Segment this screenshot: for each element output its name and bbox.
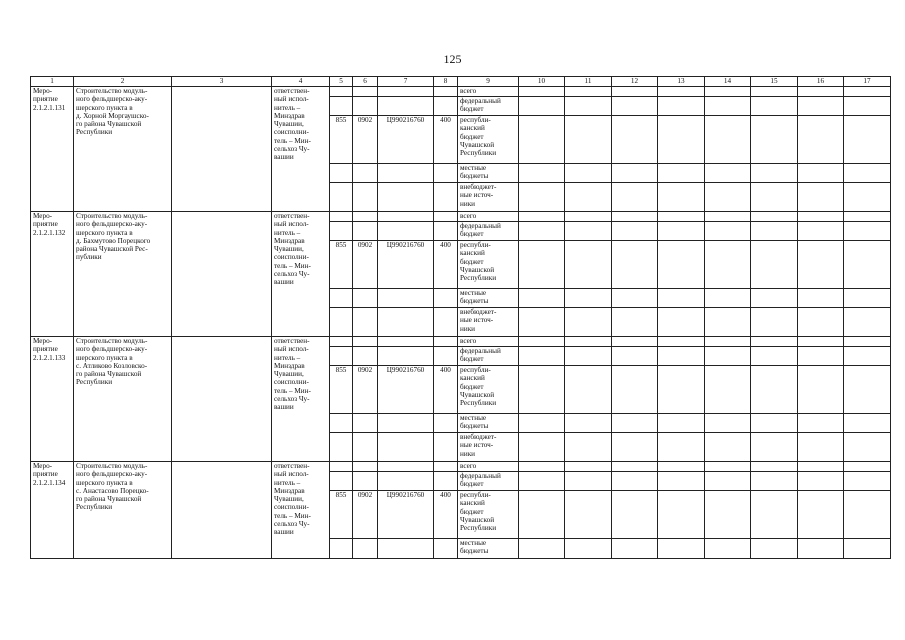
year-value-cell: [798, 491, 844, 539]
code-empty-cell: [378, 472, 434, 491]
code-vr: 400: [434, 491, 458, 539]
column-number-9: 9: [458, 77, 519, 87]
year-value-cell: [705, 414, 751, 433]
year-value-cell: [798, 164, 844, 183]
year-value-cell: [751, 116, 798, 164]
column-number-5: 5: [330, 77, 353, 87]
code-empty-cell: [353, 222, 378, 241]
year-value-cell: [519, 366, 565, 414]
code-empty-cell: [378, 164, 434, 183]
funding-source-local: местные бюджеты: [458, 164, 519, 183]
year-value-cell: [658, 472, 705, 491]
year-value-cell: [658, 347, 705, 366]
year-value-cell: [705, 183, 751, 212]
code-csr: Ц990216760: [378, 366, 434, 414]
code-empty-cell: [353, 212, 378, 222]
table-row: [31, 87, 891, 97]
page-number: 125: [443, 52, 462, 66]
year-value-cell: [612, 462, 658, 472]
year-value-cell: [519, 87, 565, 97]
code-empty-cell: [353, 164, 378, 183]
code-empty-cell: [353, 183, 378, 212]
year-value-cell: [658, 241, 705, 289]
column-number-11: 11: [565, 77, 612, 87]
code-rzpr: 0902: [353, 366, 378, 414]
code-empty-cell: [434, 472, 458, 491]
table-row: [31, 212, 891, 222]
code-empty-cell: [330, 308, 353, 337]
executor-cell: ответствен- ный испол- нитель – Минздрав Чувашии, соисполни- тель – Мин- сельхоз Чу- вашии: [272, 337, 330, 462]
year-value-cell: [612, 337, 658, 347]
year-value-cell: [751, 462, 798, 472]
code-empty-cell: [353, 433, 378, 462]
code-empty-cell: [434, 222, 458, 241]
column-number-14: 14: [705, 77, 751, 87]
year-value-cell: [705, 491, 751, 539]
year-value-cell: [519, 183, 565, 212]
code-empty-cell: [434, 337, 458, 347]
column-number-12: 12: [612, 77, 658, 87]
year-value-cell: [612, 222, 658, 241]
year-value-cell: [751, 289, 798, 308]
year-value-cell: [612, 183, 658, 212]
goal-cell: [172, 462, 272, 559]
year-value-cell: [798, 241, 844, 289]
funding-source-extra: внебюджет- ные источ- ники: [458, 308, 519, 337]
code-empty-cell: [330, 462, 353, 472]
year-value-cell: [612, 87, 658, 97]
year-value-cell: [565, 116, 612, 164]
year-value-cell: [751, 472, 798, 491]
code-empty-cell: [378, 539, 434, 559]
year-value-cell: [705, 366, 751, 414]
year-value-cell: [519, 164, 565, 183]
code-empty-cell: [353, 539, 378, 559]
code-empty-cell: [330, 347, 353, 366]
year-value-cell: [612, 491, 658, 539]
year-value-cell: [519, 116, 565, 164]
funding-source-local: местные бюджеты: [458, 289, 519, 308]
year-value-cell: [705, 241, 751, 289]
code-empty-cell: [434, 87, 458, 97]
funding-source-local: местные бюджеты: [458, 539, 519, 559]
code-empty-cell: [378, 212, 434, 222]
year-value-cell: [798, 337, 844, 347]
code-empty-cell: [434, 164, 458, 183]
year-value-cell: [519, 347, 565, 366]
year-value-cell: [798, 472, 844, 491]
code-grbs: 855: [330, 491, 353, 539]
code-empty-cell: [378, 97, 434, 116]
code-empty-cell: [330, 164, 353, 183]
funding-source-extra: внебюджет- ные источ- ники: [458, 183, 519, 212]
year-value-cell: [705, 337, 751, 347]
measure-code: Меро- приятие 2.1.2.1.131: [31, 87, 74, 212]
code-empty-cell: [353, 337, 378, 347]
code-empty-cell: [330, 212, 353, 222]
year-value-cell: [565, 433, 612, 462]
year-value-cell: [798, 183, 844, 212]
year-value-cell: [658, 366, 705, 414]
year-value-cell: [612, 289, 658, 308]
year-value-cell: [798, 433, 844, 462]
code-empty-cell: [353, 87, 378, 97]
funding-source-total: всего: [458, 87, 519, 97]
code-empty-cell: [378, 183, 434, 212]
year-value-cell: [751, 433, 798, 462]
code-empty-cell: [434, 347, 458, 366]
code-empty-cell: [353, 347, 378, 366]
year-value-cell: [565, 491, 612, 539]
year-value-cell: [798, 414, 844, 433]
code-empty-cell: [434, 183, 458, 212]
code-rzpr: 0902: [353, 116, 378, 164]
code-grbs: 855: [330, 241, 353, 289]
column-number-3: 3: [172, 77, 272, 87]
measure-code: Меро- приятие 2.1.2.1.133: [31, 337, 74, 462]
year-value-cell: [565, 97, 612, 116]
year-value-cell: [565, 308, 612, 337]
year-value-cell: [658, 87, 705, 97]
year-value-cell: [612, 241, 658, 289]
year-value-cell: [751, 241, 798, 289]
column-number-16: 16: [798, 77, 844, 87]
year-value-cell: [565, 414, 612, 433]
code-empty-cell: [353, 414, 378, 433]
code-grbs: 855: [330, 116, 353, 164]
funding-source-republic: республи- канский бюджет Чувашской Республики: [458, 491, 519, 539]
year-value-cell: [798, 539, 844, 559]
funding-source-republic: республи- канский бюджет Чувашской Республики: [458, 241, 519, 289]
executor-cell: ответствен- ный испол- нитель – Минздрав Чувашии, соисполни- тель – Мин- сельхоз Чу- вашии: [272, 87, 330, 212]
code-csr: Ц990216760: [378, 491, 434, 539]
code-empty-cell: [330, 183, 353, 212]
code-empty-cell: [378, 347, 434, 366]
funding-source-extra: внебюджет- ные источ- ники: [458, 433, 519, 462]
code-empty-cell: [378, 337, 434, 347]
code-rzpr: 0902: [353, 241, 378, 289]
year-value-cell: [658, 116, 705, 164]
funding-source-federal: федеральный бюджет: [458, 97, 519, 116]
year-value-cell: [658, 337, 705, 347]
code-empty-cell: [434, 462, 458, 472]
year-value-cell: [705, 472, 751, 491]
year-value-cell: [844, 87, 891, 97]
code-empty-cell: [330, 87, 353, 97]
year-value-cell: [751, 222, 798, 241]
goal-cell: [172, 87, 272, 212]
year-value-cell: [658, 97, 705, 116]
year-value-cell: [798, 347, 844, 366]
year-value-cell: [844, 183, 891, 212]
year-value-cell: [519, 472, 565, 491]
funding-source-federal: федеральный бюджет: [458, 222, 519, 241]
code-empty-cell: [330, 539, 353, 559]
year-value-cell: [705, 212, 751, 222]
year-value-cell: [844, 97, 891, 116]
funding-source-local: местные бюджеты: [458, 414, 519, 433]
column-number-15: 15: [751, 77, 798, 87]
year-value-cell: [705, 308, 751, 337]
year-value-cell: [844, 289, 891, 308]
year-value-cell: [658, 183, 705, 212]
year-value-cell: [612, 308, 658, 337]
measure-name: Строительство модуль- ного фельдшерско-аку- шерского пункта в д. Хорной Моргаушско- го района Чувашской Республики: [74, 87, 172, 212]
year-value-cell: [844, 222, 891, 241]
code-empty-cell: [353, 308, 378, 337]
program-table: [30, 76, 891, 559]
year-value-cell: [612, 212, 658, 222]
year-value-cell: [705, 289, 751, 308]
year-value-cell: [519, 539, 565, 559]
funding-source-total: всего: [458, 212, 519, 222]
year-value-cell: [658, 539, 705, 559]
executor-cell: ответствен- ный испол- нитель – Минздрав Чувашии, соисполни- тель – Мин- сельхоз Чу- вашии: [272, 212, 330, 337]
code-empty-cell: [353, 472, 378, 491]
year-value-cell: [751, 347, 798, 366]
year-value-cell: [612, 347, 658, 366]
code-vr: 400: [434, 366, 458, 414]
measure-name: Строительство модуль- ного фельдшерско-аку- шерского пункта в д. Бахмутово Порецкого района Чувашской Рес- публики: [74, 212, 172, 337]
year-value-cell: [658, 414, 705, 433]
year-value-cell: [612, 539, 658, 559]
year-value-cell: [705, 347, 751, 366]
year-value-cell: [565, 366, 612, 414]
year-value-cell: [798, 289, 844, 308]
year-value-cell: [519, 222, 565, 241]
column-number-6: 6: [353, 77, 378, 87]
year-value-cell: [658, 308, 705, 337]
table-row: [31, 462, 891, 472]
code-empty-cell: [434, 289, 458, 308]
year-value-cell: [751, 539, 798, 559]
code-empty-cell: [330, 472, 353, 491]
year-value-cell: [565, 539, 612, 559]
year-value-cell: [658, 462, 705, 472]
measure-code: Меро- приятие 2.1.2.1.132: [31, 212, 74, 337]
code-empty-cell: [330, 337, 353, 347]
year-value-cell: [798, 97, 844, 116]
year-value-cell: [844, 212, 891, 222]
code-rzpr: 0902: [353, 491, 378, 539]
code-empty-cell: [434, 212, 458, 222]
column-number-17: 17: [844, 77, 891, 87]
code-empty-cell: [434, 433, 458, 462]
code-grbs: 855: [330, 366, 353, 414]
year-value-cell: [798, 308, 844, 337]
year-value-cell: [844, 414, 891, 433]
year-value-cell: [519, 491, 565, 539]
goal-cell: [172, 212, 272, 337]
measure-code: Меро- приятие 2.1.2.1.134: [31, 462, 74, 559]
year-value-cell: [844, 491, 891, 539]
year-value-cell: [658, 289, 705, 308]
year-value-cell: [705, 97, 751, 116]
year-value-cell: [519, 433, 565, 462]
code-empty-cell: [378, 87, 434, 97]
measure-name: Строительство модуль- ного фельдшерско-аку- шерского пункта в с. Атликово Козловско- го района Чувашской Республики: [74, 337, 172, 462]
year-value-cell: [565, 164, 612, 183]
code-empty-cell: [378, 222, 434, 241]
year-value-cell: [519, 97, 565, 116]
year-value-cell: [705, 222, 751, 241]
year-value-cell: [658, 164, 705, 183]
year-value-cell: [705, 539, 751, 559]
year-value-cell: [844, 472, 891, 491]
code-empty-cell: [434, 539, 458, 559]
funding-source-republic: республи- канский бюджет Чувашской Республики: [458, 116, 519, 164]
column-number-2: 2: [74, 77, 172, 87]
year-value-cell: [751, 183, 798, 212]
executor-cell: ответствен- ный испол- нитель – Минздрав Чувашии, соисполни- тель – Мин- сельхоз Чу- вашии: [272, 462, 330, 559]
year-value-cell: [751, 164, 798, 183]
column-number-1: 1: [31, 77, 74, 87]
year-value-cell: [751, 97, 798, 116]
year-value-cell: [844, 366, 891, 414]
year-value-cell: [612, 366, 658, 414]
year-value-cell: [844, 433, 891, 462]
year-value-cell: [798, 222, 844, 241]
year-value-cell: [565, 337, 612, 347]
year-value-cell: [519, 212, 565, 222]
column-number-7: 7: [378, 77, 434, 87]
year-value-cell: [798, 87, 844, 97]
year-value-cell: [565, 347, 612, 366]
code-empty-cell: [434, 97, 458, 116]
year-value-cell: [612, 164, 658, 183]
table-body: [31, 77, 891, 559]
code-empty-cell: [378, 289, 434, 308]
code-empty-cell: [378, 462, 434, 472]
year-value-cell: [612, 97, 658, 116]
year-value-cell: [844, 308, 891, 337]
year-value-cell: [844, 462, 891, 472]
year-value-cell: [751, 308, 798, 337]
funding-source-republic: республи- канский бюджет Чувашской Республики: [458, 366, 519, 414]
code-vr: 400: [434, 116, 458, 164]
column-number-10: 10: [519, 77, 565, 87]
year-value-cell: [705, 462, 751, 472]
year-value-cell: [751, 491, 798, 539]
year-value-cell: [844, 337, 891, 347]
year-value-cell: [658, 491, 705, 539]
year-value-cell: [519, 337, 565, 347]
year-value-cell: [565, 289, 612, 308]
year-value-cell: [658, 212, 705, 222]
year-value-cell: [705, 164, 751, 183]
column-number-8: 8: [434, 77, 458, 87]
table-row: [31, 337, 891, 347]
year-value-cell: [751, 87, 798, 97]
code-empty-cell: [434, 414, 458, 433]
code-empty-cell: [330, 222, 353, 241]
year-value-cell: [844, 241, 891, 289]
code-csr: Ц990216760: [378, 116, 434, 164]
code-empty-cell: [378, 414, 434, 433]
year-value-cell: [565, 462, 612, 472]
code-empty-cell: [378, 308, 434, 337]
column-number-row: [31, 77, 891, 87]
code-empty-cell: [353, 289, 378, 308]
year-value-cell: [751, 414, 798, 433]
year-value-cell: [519, 308, 565, 337]
year-value-cell: [519, 241, 565, 289]
code-empty-cell: [378, 433, 434, 462]
goal-cell: [172, 337, 272, 462]
year-value-cell: [612, 433, 658, 462]
year-value-cell: [565, 472, 612, 491]
year-value-cell: [844, 539, 891, 559]
year-value-cell: [705, 116, 751, 164]
funding-source-federal: федеральный бюджет: [458, 347, 519, 366]
column-number-4: 4: [272, 77, 330, 87]
year-value-cell: [705, 433, 751, 462]
year-value-cell: [798, 116, 844, 164]
code-vr: 400: [434, 241, 458, 289]
year-value-cell: [658, 433, 705, 462]
year-value-cell: [751, 337, 798, 347]
code-empty-cell: [330, 414, 353, 433]
funding-source-total: всего: [458, 337, 519, 347]
year-value-cell: [519, 462, 565, 472]
year-value-cell: [798, 212, 844, 222]
code-empty-cell: [353, 462, 378, 472]
year-value-cell: [798, 462, 844, 472]
year-value-cell: [565, 87, 612, 97]
year-value-cell: [751, 212, 798, 222]
year-value-cell: [612, 414, 658, 433]
year-value-cell: [519, 414, 565, 433]
code-empty-cell: [434, 308, 458, 337]
year-value-cell: [612, 472, 658, 491]
year-value-cell: [565, 241, 612, 289]
funding-source-total: всего: [458, 462, 519, 472]
year-value-cell: [705, 87, 751, 97]
year-value-cell: [751, 366, 798, 414]
column-number-13: 13: [658, 77, 705, 87]
year-value-cell: [844, 116, 891, 164]
code-empty-cell: [330, 289, 353, 308]
year-value-cell: [565, 222, 612, 241]
year-value-cell: [612, 116, 658, 164]
code-empty-cell: [330, 433, 353, 462]
year-value-cell: [844, 164, 891, 183]
code-empty-cell: [353, 97, 378, 116]
code-empty-cell: [330, 97, 353, 116]
measure-name: Строительство модуль- ного фельдшерско-аку- шерского пункта в с. Анастасово Порецко- го района Чувашской Республики: [74, 462, 172, 559]
year-value-cell: [844, 347, 891, 366]
funding-source-federal: федеральный бюджет: [458, 472, 519, 491]
year-value-cell: [519, 289, 565, 308]
year-value-cell: [565, 183, 612, 212]
year-value-cell: [798, 366, 844, 414]
code-csr: Ц990216760: [378, 241, 434, 289]
year-value-cell: [658, 222, 705, 241]
year-value-cell: [565, 212, 612, 222]
